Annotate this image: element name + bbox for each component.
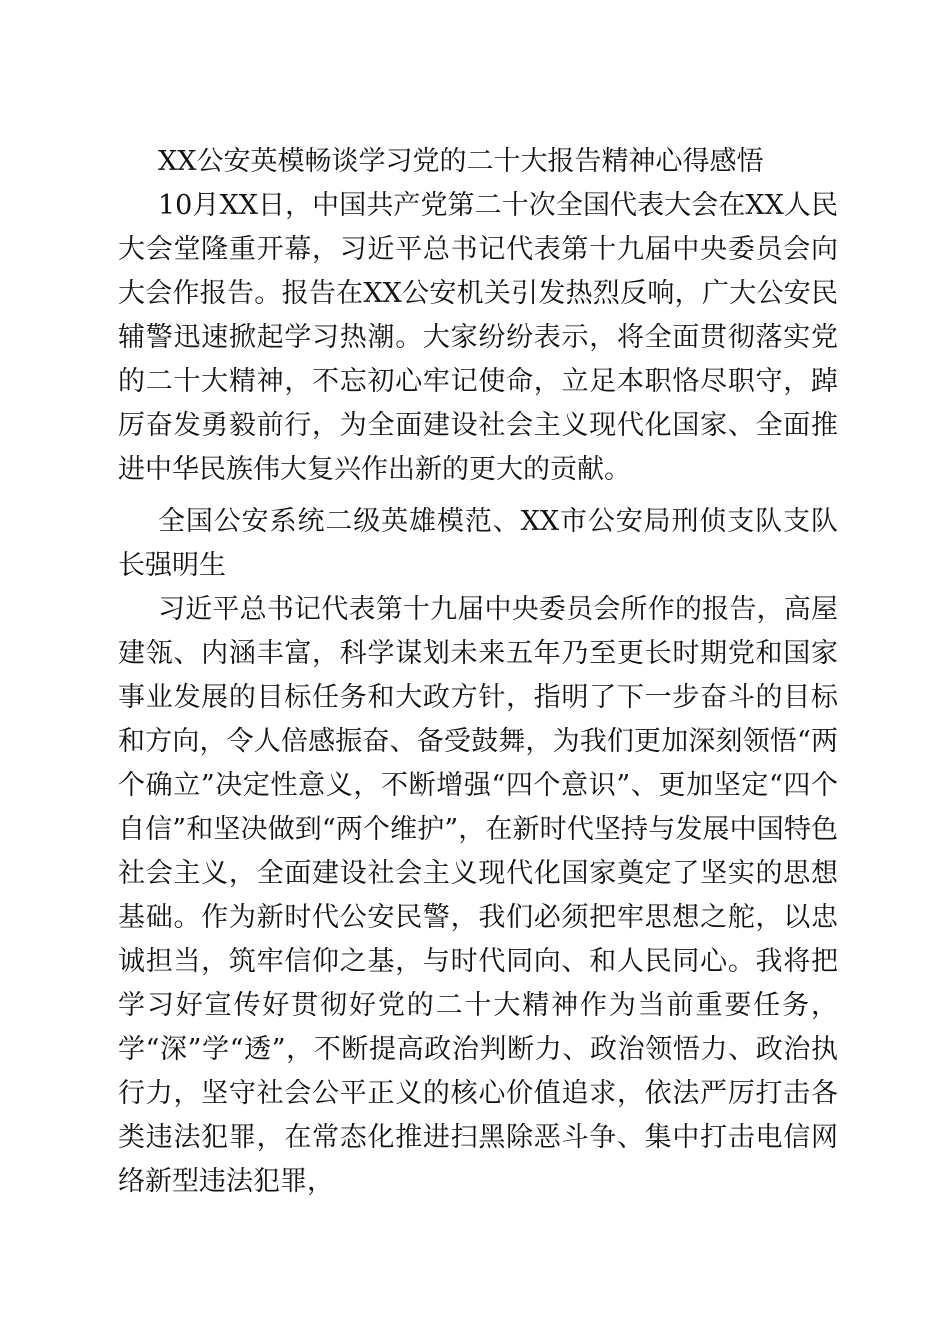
intro-paragraph: 10月XX日，中国共产党第二十次全国代表大会在XX人民大会堂隆重开幕，习近平总书记代表第十九届中央委员会向大会作报告。报告在XX公安机关引发热烈反响，广大公安民辅警迅速掀起学习热潮。大家纷纷表示，将全面贯彻落实党的二十大精神，不忘初心牢记使命，立足本职恪尽职守，踔厉奋发勇毅前行，为全面建设社会主义现代化国家、全面推进中华民族伟大复兴作出新的更大的贡献。	[118, 190, 838, 485]
speech-paragraph: 习近平总书记代表第十九届中央委员会所作的报告，高屋建瓴、内涵丰富，科学谋划未来五年乃至更长时期党和国家事业发展的目标任务和大政方针，指明了下一步奋斗的目标和方向，令人倍感振奋、备受鼓舞，为我们更加深刻领悟“两个确立”决定性意义，不断增强“四个意识”、更加坚定“四个自信”和坚决做到“两个维护”，在新时代坚持与发展中国特色社会主义，全面建设社会主义现代化国家奠定了坚实的思想基础。作为新时代公安民警，我们必须把牢思想之舵，以忠诚担当，筑牢信仰之基，与时代同向、和人民同心。我将把学习好宣传好贯彻好党的二十大精神作为当前重要任务，学“深”学“透”，不断提高政治判断力、政治领悟力、政治执行力，坚守社会公平正义的核心价值追求，依法严厉打击各类违法犯罪，在常态化推进扫黑除恶斗争、集中打击电信网络新型违法犯罪，	[118, 594, 838, 1197]
document-title: XX公安英模畅谈学习党的二十大报告精神心得感悟	[158, 146, 764, 177]
speaker-byline: 全国公安系统二级英雄模范、XX市公安局刑侦支队支队长强明生	[118, 506, 838, 581]
